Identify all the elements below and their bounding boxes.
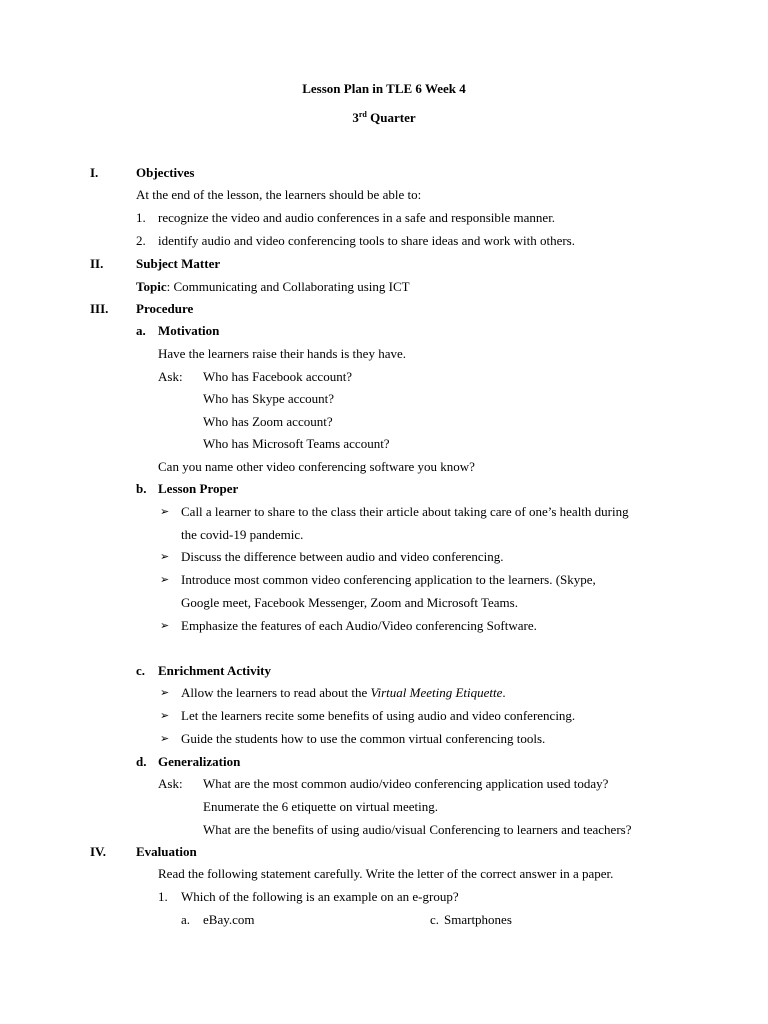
topic-value: : Communicating and Collaborating using ICT (166, 279, 410, 294)
arrow-bullet-icon: ➢ (160, 686, 170, 699)
choice-text: Smartphones (444, 912, 512, 927)
subsection-heading-motivation: Motivation (158, 323, 220, 338)
subsection-heading-enrichment: Enrichment Activity (158, 663, 272, 678)
choice-letter: c. (430, 912, 440, 927)
enrichment-bullet-text: Let the learners recite some benefits of using audio and video conferencing. (181, 708, 576, 723)
subsection-letter-lesson-proper: b. (136, 481, 147, 496)
lesson-bullet-text: Discuss the difference between audio and video conferencing. (181, 549, 504, 564)
enrichment-bullet-suffix: . (502, 685, 506, 700)
section-heading-evaluation: Evaluation (136, 844, 197, 859)
enrichment-bullet-prefix: Allow the learners to read about the (181, 685, 371, 700)
objective-item-1: recognize the video and audio conferences in a safe and responsible manner. (158, 210, 556, 225)
arrow-bullet-icon: ➢ (160, 573, 170, 586)
enrichment-bullet-text: Guide the students how to use the common virtual conferencing tools. (181, 731, 546, 746)
motivation-instruction: Have the learners raise their hands is they have. (158, 346, 406, 361)
arrow-bullet-icon: ➢ (160, 505, 170, 518)
question-text: Which of the following is an example on an e-group? (181, 889, 459, 904)
arrow-bullet-icon: ➢ (160, 732, 170, 745)
evaluation-instruction: Read the following statement carefully. Write the letter of the correct answer in a paper. (158, 866, 614, 881)
question-number: 1. (158, 889, 168, 904)
subsection-letter-enrichment: c. (136, 663, 146, 678)
quarter-ordinal: rd (358, 110, 367, 119)
objective-number-2: 2. (136, 233, 146, 248)
quarter-heading (0, 111, 768, 124)
subsection-letter-motivation: a. (136, 323, 146, 338)
objective-item-2: identify audio and video conferencing tools to share ideas and work with others. (158, 233, 575, 248)
section-heading-procedure: Procedure (136, 301, 194, 316)
section-numeral-evaluation: IV. (90, 844, 107, 859)
motivation-question: Who has Zoom account? (203, 414, 333, 429)
motivation-question: Who has Skype account? (203, 391, 335, 406)
subsection-heading-lesson-proper: Lesson Proper (158, 481, 239, 496)
lesson-bullet-text: Call a learner to share to the class their article about taking care of one’s health during (181, 504, 629, 519)
document-title: Lesson Plan in TLE 6 Week 4 (302, 81, 466, 96)
generalization-question: What are the most common audio/video conferencing application used today? (203, 776, 609, 791)
generalization-ask-label: Ask: (158, 776, 183, 791)
motivation-ask-label: Ask: (158, 369, 183, 384)
objective-number-1: 1. (136, 210, 146, 225)
topic-label: Topic (136, 279, 167, 294)
motivation-question: Who has Facebook account? (203, 369, 353, 384)
enrichment-bullet-text (181, 686, 506, 699)
arrow-bullet-icon: ➢ (160, 619, 170, 632)
generalization-question: Enumerate the 6 etiquette on virtual meeting. (203, 799, 439, 814)
section-heading-objectives: Objectives (136, 165, 195, 180)
lesson-bullet-text: the covid-19 pandemic. (181, 527, 304, 542)
section-numeral-procedure: III. (90, 301, 109, 316)
quarter-word: Quarter (366, 110, 416, 125)
choice-letter: a. (181, 912, 191, 927)
motivation-closing: Can you name other video conferencing software you know? (158, 459, 475, 474)
subsection-letter-generalization: d. (136, 754, 147, 769)
choice-text: eBay.com (203, 912, 255, 927)
motivation-question: Who has Microsoft Teams account? (203, 436, 390, 451)
lesson-bullet-text: Introduce most common video conferencing application to the learners. (Skype, (181, 572, 596, 587)
objectives-intro: At the end of the lesson, the learners should be able to: (136, 187, 422, 202)
virtual-meeting-etiquette-title: Virtual Meeting Etiquette (370, 685, 503, 700)
section-numeral-subject-matter: II. (90, 256, 104, 271)
generalization-question: What are the benefits of using audio/visual Conferencing to learners and teachers? (203, 822, 632, 837)
section-heading-subject-matter: Subject Matter (136, 256, 221, 271)
arrow-bullet-icon: ➢ (160, 709, 170, 722)
quarter-number: 3 (352, 110, 359, 125)
subsection-heading-generalization: Generalization (158, 754, 241, 769)
lesson-bullet-text: Google meet, Facebook Messenger, Zoom and Microsoft Teams. (181, 595, 518, 610)
lesson-bullet-text: Emphasize the features of each Audio/Video conferencing Software. (181, 618, 537, 633)
arrow-bullet-icon: ➢ (160, 550, 170, 563)
section-numeral-objectives: I. (90, 165, 99, 180)
topic-line (136, 280, 410, 293)
